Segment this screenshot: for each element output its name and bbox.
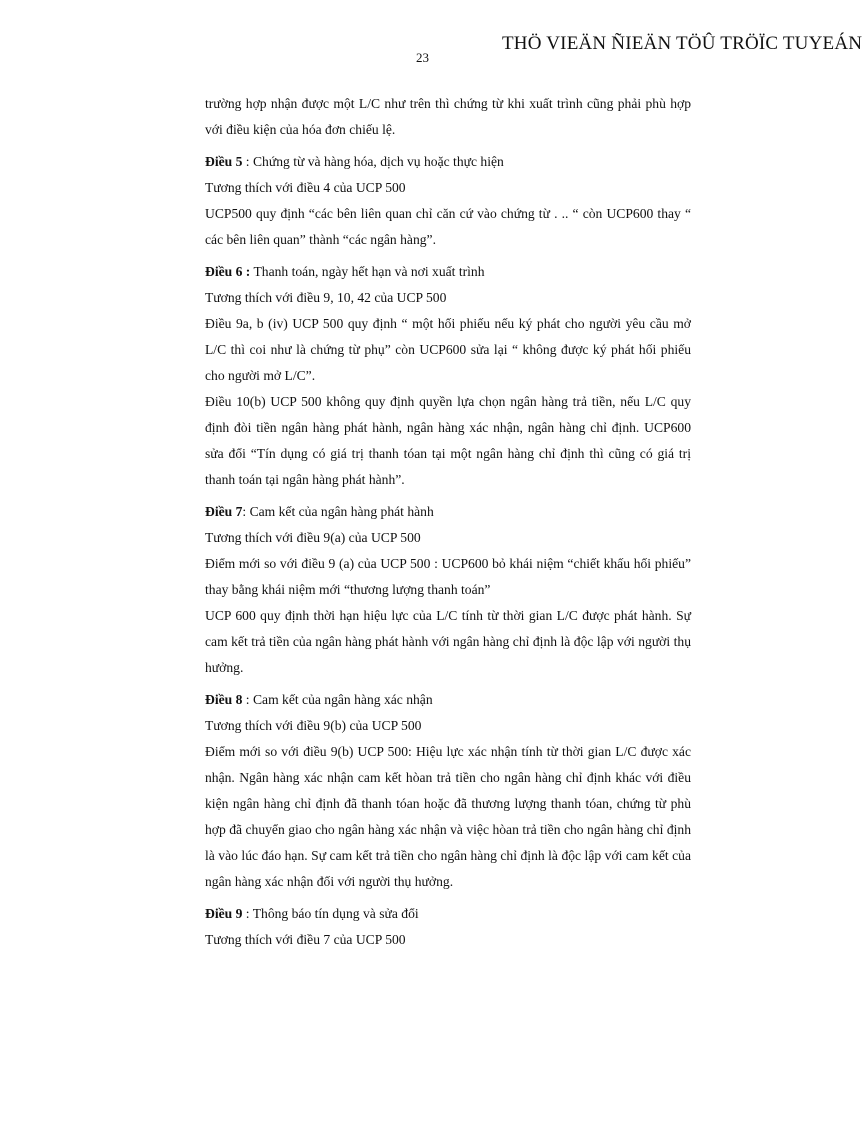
- section-dieu-6: [205, 259, 691, 493]
- section-dieu-8: [205, 687, 691, 895]
- section-heading: [205, 499, 691, 525]
- section-heading: [205, 149, 691, 175]
- library-header: THÖ VIEÄN ÑIEÄN TÖÛ TRÖÏC TUYEÁN: [502, 33, 862, 54]
- paragraph: Tương thích với điều 9(b) của UCP 500: [205, 718, 422, 733]
- paragraph: Tương thích với điều 9(a) của UCP 500: [205, 530, 421, 545]
- paragraph: Điểm mới so với điều 9(b) UCP 500: Hiệu lực xác nhận tính từ thời gian L/C được xác nhận. Ngân hàng xác nhận cam kết hòan trả tiền cho ngân hàng chỉ định khác với điều kiện ngân hàng chỉ định đã thanh tóan hoặc đã thương lượng thanh tóan, chứng từ phù hợp đã chuyển giao cho ngân hàng xác nhận và việc hòan trả tiền cho ngân hàng chỉ định là vào lúc đáo hạn. Sự cam kết trả tiền cho ngân hàng chỉ định là độc lập với cam kết của ngân hàng xác nhận đối với người thụ hưởng.: [205, 744, 691, 889]
- section-title: : Thông báo tín dụng và sửa đổi: [242, 906, 419, 921]
- section-label: Điều 5: [205, 154, 243, 169]
- paragraph: Tương thích với điều 7 của UCP 500: [205, 932, 406, 947]
- paragraph: UCP 600 quy định thời hạn hiệu lực của L/C tính từ thời gian L/C được phát hành. Sự cam kết trả tiền của ngân hàng phát hành với ngân hàng chỉ định là độc lập với người thụ hưởng.: [205, 608, 691, 675]
- document-body: [205, 91, 691, 953]
- section-heading: [205, 901, 691, 927]
- paragraph: Điều 10(b) UCP 500 không quy định quyền lựa chọn ngân hàng trả tiền, nếu L/C quy định đòi tiền ngân hàng phát hành, ngân hàng xác nhận, ngân hàng chỉ định. UCP600 sửa đổi “Tín dụng có giá trị thanh tóan tại một ngân hàng chỉ định thì cũng có giá trị thanh toán tại ngân hàng phát hành”.: [205, 394, 691, 487]
- paragraph: Điều 9a, b (iv) UCP 500 quy định “ một hối phiếu nếu ký phát cho người yêu cầu mở L/C thì coi như là chứng từ phụ” còn UCP600 sửa lại “ không được ký phát hối phiếu cho người mở L/C”.: [205, 316, 691, 383]
- section-label: Điều 8: [205, 692, 243, 707]
- paragraph: Tương thích với điều 4 của UCP 500: [205, 180, 406, 195]
- section-title: : Chứng từ và hàng hóa, dịch vụ hoặc thực hiện: [242, 154, 504, 169]
- section-label: Điều 6 :: [205, 264, 251, 279]
- section-label: Điều 7: [205, 504, 243, 519]
- page-number: 23: [416, 50, 429, 65]
- paragraph: Điểm mới so với điều 9 (a) của UCP 500 : UCP600 bỏ khái niệm “chiết khấu hối phiếu” thay bằng khái niệm mới “thương lượng thanh toán”: [205, 556, 691, 597]
- section-heading: [205, 687, 691, 713]
- paragraph: Tương thích với điều 9, 10, 42 của UCP 500: [205, 290, 447, 305]
- section-title: : Cam kết của ngân hàng xác nhận: [242, 692, 433, 707]
- section-dieu-9: [205, 901, 691, 953]
- paragraph: UCP500 quy định “các bên liên quan chỉ căn cứ vào chứng từ . .. “ còn UCP600 thay “ các bên liên quan” thành “các ngân hàng”.: [205, 206, 691, 247]
- section-title: : Cam kết của ngân hàng phát hành: [242, 504, 434, 519]
- section-dieu-7: [205, 499, 691, 681]
- section-title: Thanh toán, ngày hết hạn và nơi xuất trình: [250, 264, 485, 279]
- section-label: Điều 9: [205, 906, 243, 921]
- section-dieu-5: [205, 149, 691, 253]
- section-heading: [205, 259, 691, 285]
- intro-paragraph: trường hợp nhận được một L/C như trên thì chứng từ khi xuất trình cũng phải phù hợp với điều kiện của hóa đơn chiếu lệ.: [205, 96, 691, 137]
